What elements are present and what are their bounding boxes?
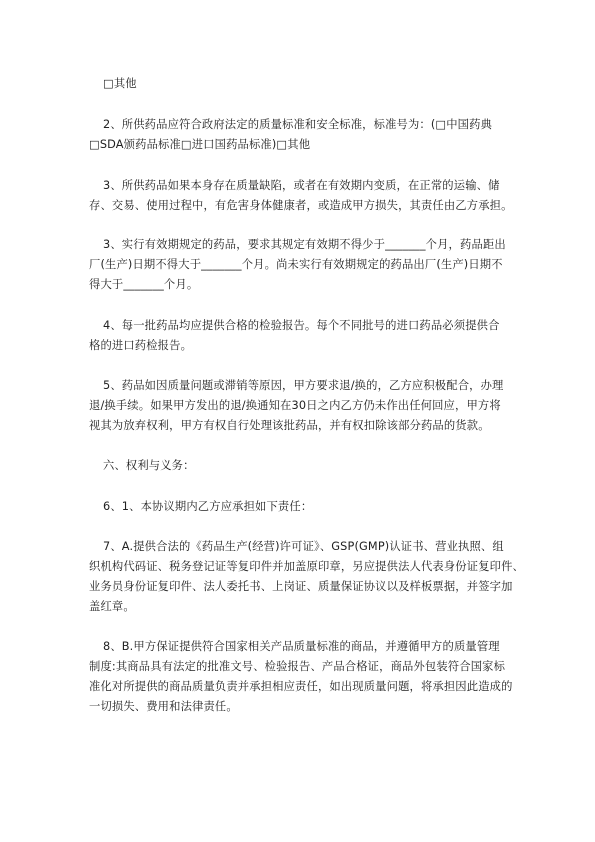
text-line: 厂(生产)日期不得大于_______个月。尚未实行有效期规定的药品出厂(生产)日期不: [89, 258, 503, 271]
text-line: 退/换手续。如果甲方发出的退/换通知在30日之内乙方仍未作出任何回应，甲方将: [89, 399, 501, 412]
text-line: 2、所供药品应符合政府法定的质量标准和安全标准，标准号为：(□中国药典: [103, 118, 493, 131]
paragraph-quality-standard: [89, 115, 511, 155]
text-line: 6、1、本协议期内乙方应承担如下责任：: [103, 500, 313, 513]
text-line: 3、所供药品如果本身存在质量缺陷，或者在有效期内变质，在正常的运输、储: [103, 179, 500, 192]
text-line: 得大于_______个月。: [89, 278, 199, 291]
text-line: 业务员身份证复印件、法人委托书、上岗证、质量保证协议以及样板票据，并签字加: [89, 580, 513, 593]
text-line: 7、A.提供合法的《药品生产(经营)许可证》、GSP(GMP)认证书、营业执照、组: [103, 540, 504, 553]
text-line: 视其为放弃权利，甲方有权自行处理该批药品，并有权扣除该部分药品的货款。: [89, 419, 490, 432]
text-line: □其他: [103, 77, 137, 90]
paragraph-validity-period: [89, 235, 511, 295]
text-line: 格的进口药检报告。: [89, 339, 193, 352]
text-line: 织机构代码证、税务登记证等复印件并加盖原印章，另应提供法人代表身份证复印件、: [89, 560, 524, 573]
text-line: 盖红章。: [89, 600, 135, 613]
text-line: □SDA颁药品标准□进口国药品标准)□其他: [89, 138, 311, 151]
text-line: 3、实行有效期规定的药品，要求其规定有效期不得少于_______个月，药品距出: [103, 238, 506, 251]
text-line: 4、每一批药品均应提供合格的检验报告。每个不同批号的进口药品必须提供合: [103, 319, 500, 332]
paragraph-quality-defect: [89, 176, 511, 216]
paragraph-party-b-duties: [89, 497, 511, 517]
section-heading-rights-obligations: [89, 456, 511, 476]
text-line: 六、权利与义务：: [103, 459, 195, 472]
text-line: 8、B.甲方保证提供符合国家相关产品质量标准的商品，并遵循甲方的质量管理: [103, 640, 500, 653]
text-line: 准化对所提供的商品质量负责并承担相应责任，如出现质量问题，将承担因此造成的: [89, 680, 513, 693]
paragraph-inspection-report: [89, 316, 511, 356]
text-line: 5、药品如因质量问题或滞销等原因，甲方要求退/换的，乙方应积极配合，办理: [103, 379, 504, 392]
text-line: 存、交易、使用过程中，有危害身体健康者，或造成甲方损失，其责任由乙方承担。: [89, 199, 513, 212]
text-line: 一切损失、费用和法律责任。: [89, 700, 238, 713]
paragraph-licenses: [89, 537, 524, 617]
text-line: 制度:其商品具有法定的批准文号、检验报告、产品合格证，商品外包装符合国家标: [89, 660, 506, 673]
paragraph-returns: [89, 376, 511, 436]
paragraph-other-option: [89, 74, 511, 94]
paragraph-product-quality: [89, 637, 511, 717]
